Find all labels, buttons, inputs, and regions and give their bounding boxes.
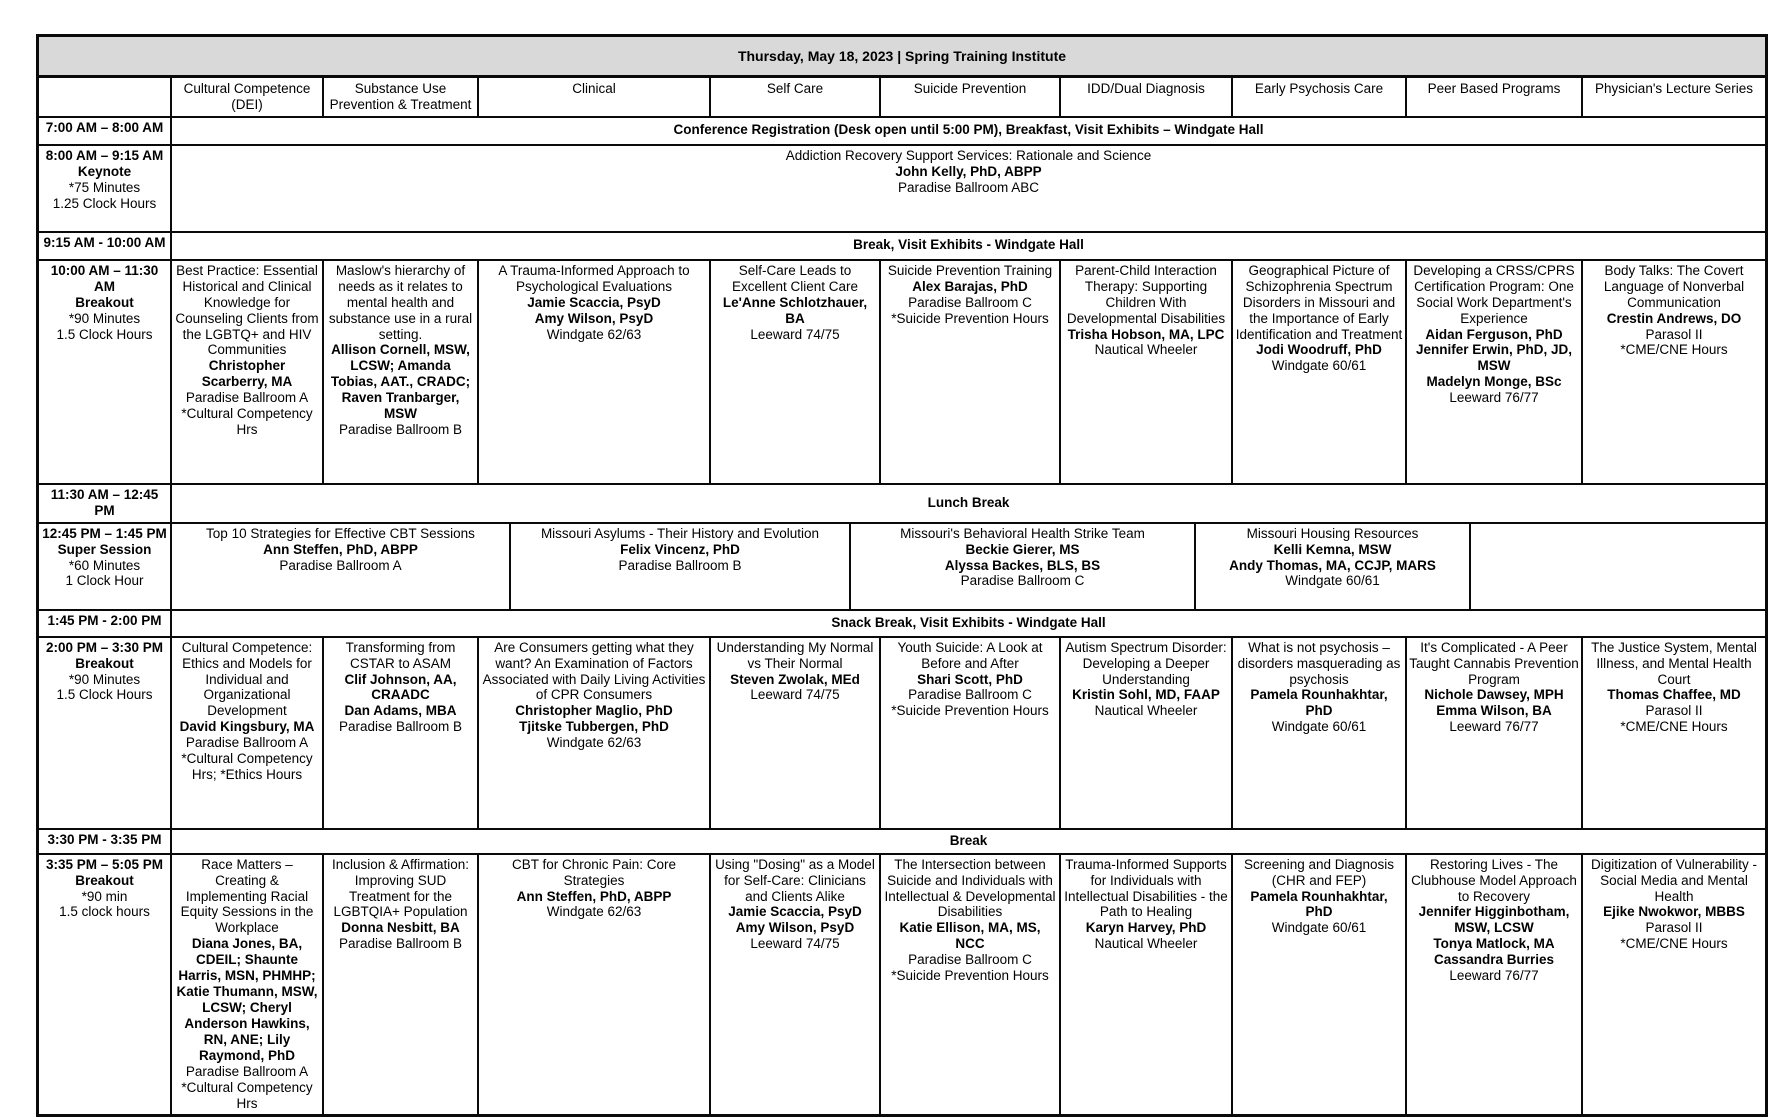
banner-cell bbox=[170, 146, 1765, 231]
banner-cell bbox=[170, 233, 1765, 259]
presenter: Trisha Hobson, MA, LPC bbox=[1067, 326, 1225, 342]
presenter: Amy Wilson, PsyD bbox=[534, 310, 654, 326]
hours-note: *Suicide Prevention Hours bbox=[891, 968, 1049, 984]
presenter: Crestin Andrews, DO bbox=[1606, 310, 1742, 326]
room: Windgate 62/63 bbox=[546, 326, 642, 342]
room: Parasol II bbox=[1645, 326, 1703, 342]
presenter: Jamie Scaccia, PsyD bbox=[527, 294, 661, 310]
time-range: 11:30 AM – 12:45 PM bbox=[50, 486, 159, 518]
row-duration: *90 Minutes bbox=[68, 671, 141, 687]
session-cell bbox=[477, 261, 709, 483]
session-title: Autism Spectrum Disorder: Developing a Deeper Understanding bbox=[1065, 639, 1227, 687]
session-title: Parent-Child Interaction Therapy: Supporting Children With Developmental Disabilities bbox=[1066, 262, 1226, 326]
session-cell bbox=[322, 855, 477, 1115]
session-cell bbox=[1581, 638, 1765, 828]
session-cell bbox=[879, 638, 1059, 828]
banner-cell bbox=[170, 611, 1765, 636]
presenter: Le'Anne Schlotzhauer, BA bbox=[722, 294, 868, 326]
hours-note: *Suicide Prevention Hours bbox=[891, 703, 1049, 719]
hours-note: *Cultural Competency Hrs; *Ethics Hours bbox=[181, 751, 313, 783]
row-duration: *90 min bbox=[81, 888, 128, 904]
banner-text: Snack Break, Visit Exhibits - Windgate Hall bbox=[831, 614, 1106, 630]
session-title: Best Practice: Essential Historical and Clinical Knowledge for Counseling Clients from the LGBTQ+ and HIV Communities bbox=[175, 262, 319, 358]
session-cell bbox=[170, 638, 322, 828]
session-cell bbox=[709, 261, 879, 483]
session-cell bbox=[879, 261, 1059, 483]
presenter: Madelyn Monge, BSc bbox=[1426, 374, 1562, 390]
room: Paradise Ballroom B bbox=[338, 936, 463, 952]
time-range: 12:45 PM – 1:45 PM bbox=[42, 525, 167, 541]
presenter: Jennifer Higginbotham, MSW, LCSW bbox=[1418, 904, 1570, 936]
time-range: 7:00 AM – 8:00 AM bbox=[45, 119, 164, 135]
row-hours: 1.5 Clock Hours bbox=[56, 326, 153, 342]
presenter: Steven Zwolak, MEd bbox=[730, 671, 860, 687]
column-header: Clinical bbox=[477, 78, 709, 116]
column-header: Peer Based Programs bbox=[1405, 78, 1581, 116]
session-cell bbox=[322, 638, 477, 828]
session-title: Maslow's hierarchy of needs as it relates to mental health and substance use in a rural setting. bbox=[328, 262, 473, 342]
room: Paradise Ballroom A bbox=[279, 557, 402, 573]
room: Paradise Ballroom C bbox=[908, 952, 1032, 968]
row-label: Keynote bbox=[77, 163, 132, 179]
presenter: Kristin Sohl, MD, FAAP bbox=[1072, 687, 1220, 703]
time-cell bbox=[39, 261, 170, 483]
banner-text: Break, Visit Exhibits - Windgate Hall bbox=[853, 237, 1084, 253]
schedule-row bbox=[39, 259, 1765, 483]
session-cell bbox=[1405, 261, 1581, 483]
presenter: Jennifer Erwin, PhD, JD, MSW bbox=[1415, 342, 1573, 374]
time-range: 1:45 PM - 2:00 PM bbox=[47, 612, 162, 628]
presenter: Allison Cornell, MSW, LCSW; Amanda Tobias, AAT., CRADC; Raven Tranbarger, MSW bbox=[330, 342, 471, 422]
hours-note: *Cultural Competency Hrs bbox=[181, 406, 313, 438]
presenter: Kelli Kemna, MSW bbox=[1273, 541, 1392, 557]
session-title: Missouri Housing Resources bbox=[1246, 525, 1419, 541]
session-title: The Intersection between Suicide and Individuals with Intellectual & Developmental Disabilities bbox=[884, 856, 1056, 920]
schedule-row bbox=[39, 144, 1765, 231]
hours-note: *Cultural Competency Hrs bbox=[181, 1079, 313, 1111]
row-hours: 1 Clock Hour bbox=[65, 573, 144, 589]
hours-note: *CME/CNE Hours bbox=[1620, 342, 1728, 358]
row-duration: *75 Minutes bbox=[68, 179, 141, 195]
session-cell bbox=[477, 855, 709, 1115]
presenter: Karyn Harvey, PhD bbox=[1085, 920, 1207, 936]
time-cell bbox=[39, 118, 170, 144]
presenter: Donna Nesbitt, BA bbox=[341, 920, 460, 936]
room: Nautical Wheeler bbox=[1094, 342, 1198, 358]
presenter: David Kingsbury, MA bbox=[179, 719, 315, 735]
session-title: Youth Suicide: A Look at Before and After bbox=[897, 639, 1043, 671]
time-cell bbox=[39, 524, 170, 609]
column-header: Suicide Prevention bbox=[879, 78, 1059, 116]
session-cell bbox=[1231, 261, 1405, 483]
presenter: Nichole Dawsey, MPH bbox=[1424, 687, 1564, 703]
session-title: Top 10 Strategies for Effective CBT Sessions bbox=[206, 525, 475, 541]
room: Paradise Ballroom C bbox=[960, 573, 1085, 589]
row-hours: 1.25 Clock Hours bbox=[52, 195, 157, 211]
session-title: Digitization of Vulnerability - Social Media and Mental Health bbox=[1590, 856, 1758, 904]
column-header: IDD/Dual Diagnosis bbox=[1059, 78, 1231, 116]
room: Leeward 74/75 bbox=[750, 326, 840, 342]
session-title: CBT for Chronic Pain: Core Strategies bbox=[511, 856, 677, 888]
presenter: Tonya Matlock, MA bbox=[1433, 936, 1555, 952]
room: Windgate 60/61 bbox=[1285, 573, 1380, 589]
session-title: Suicide Prevention Training bbox=[887, 262, 1053, 278]
presenter: Cassandra Burries bbox=[1433, 952, 1555, 968]
session-cell bbox=[477, 638, 709, 828]
presenter: Felix Vincenz, PhD bbox=[620, 541, 740, 557]
schedule-row bbox=[39, 636, 1765, 828]
room: Paradise Ballroom C bbox=[908, 294, 1032, 310]
session-cell bbox=[1059, 638, 1231, 828]
hours-note: *Suicide Prevention Hours bbox=[891, 310, 1049, 326]
session-title: Inclusion & Affirmation: Improving SUD Treatment for the LGBTQIA+ Population bbox=[331, 856, 470, 920]
column-header: Cultural Competence (DEI) bbox=[170, 78, 322, 116]
schedule-row bbox=[39, 853, 1765, 1115]
presenter: Beckie Gierer, MS bbox=[965, 541, 1080, 557]
session-cell bbox=[1581, 261, 1765, 483]
row-duration: *60 Minutes bbox=[68, 557, 141, 573]
presenter: John Kelly, PhD, ABPP bbox=[895, 163, 1042, 179]
session-title: Trauma-Informed Supports for Individuals with Intellectual Disabilities - the Path to Healing bbox=[1064, 856, 1228, 920]
session-cell bbox=[170, 261, 322, 483]
time-cell bbox=[39, 638, 170, 828]
presenter: Ann Steffen, PhD, ABPP bbox=[516, 888, 672, 904]
schedule-row bbox=[39, 116, 1765, 144]
room: Parasol II bbox=[1645, 920, 1703, 936]
session-title: Are Consumers getting what they want? An Examination of Factors Associated with Daily Living Activities of CPR Consumers bbox=[482, 639, 706, 703]
session-cell bbox=[879, 855, 1059, 1115]
row-label: Breakout bbox=[75, 655, 134, 671]
presenter: Jodi Woodruff, PhD bbox=[1256, 342, 1382, 358]
presenter: Ann Steffen, PhD, ABPP bbox=[263, 541, 418, 557]
presenter: Pamela Rounhakhtar, PhD bbox=[1250, 687, 1388, 719]
presenter: Jamie Scaccia, PsyD bbox=[728, 904, 862, 920]
room: Leeward 76/77 bbox=[1449, 968, 1539, 984]
session-title: Using "Dosing" as a Model for Self-Care: Clinicians and Clients Alike bbox=[715, 856, 875, 904]
session-title: Geographical Picture of Schizophrenia Spectrum Disorders in Missouri and the Importance of Early Identification and Treatment bbox=[1235, 262, 1403, 342]
presenter: Christopher Maglio, PhD bbox=[515, 703, 673, 719]
time-cell bbox=[39, 855, 170, 1115]
session-title: Transforming from CSTAR to ASAM bbox=[345, 639, 456, 671]
session-cell bbox=[1231, 638, 1405, 828]
schedule-row bbox=[39, 609, 1765, 636]
session-cell bbox=[1059, 855, 1231, 1115]
session-cell bbox=[1405, 855, 1581, 1115]
time-cell bbox=[39, 146, 170, 231]
time-range: 8:00 AM – 9:15 AM bbox=[45, 147, 164, 163]
room: Paradise Ballroom A bbox=[185, 735, 309, 751]
session-title: Cultural Competence: Ethics and Models for Individual and Organizational Development bbox=[181, 639, 313, 719]
session-cell bbox=[322, 261, 477, 483]
column-header: Physician's Lecture Series bbox=[1581, 78, 1765, 116]
column-header: Substance Use Prevention & Treatment bbox=[322, 78, 477, 116]
banner-cell bbox=[170, 830, 1765, 853]
schedule-row bbox=[39, 828, 1765, 853]
banner-cell bbox=[170, 118, 1765, 144]
session-cell bbox=[1231, 855, 1405, 1115]
room: Paradise Ballroom B bbox=[618, 557, 742, 573]
room: Paradise Ballroom B bbox=[338, 719, 463, 735]
banner-text: Lunch Break bbox=[927, 494, 1010, 510]
room: Nautical Wheeler bbox=[1094, 936, 1198, 952]
row-label: Super Session bbox=[57, 541, 152, 557]
room: Paradise Ballroom C bbox=[908, 687, 1032, 703]
session-cell bbox=[509, 524, 849, 609]
presenter: Alyssa Backes, BLS, BS bbox=[944, 557, 1101, 573]
time-cell bbox=[39, 611, 170, 636]
banner-text: Break bbox=[949, 832, 988, 848]
session-title: A Trauma-Informed Approach to Psychological Evaluations bbox=[498, 262, 690, 294]
room: Windgate 62/63 bbox=[546, 904, 642, 920]
room: Windgate 60/61 bbox=[1271, 719, 1367, 735]
presenter: Ejike Nwokwor, MBBS bbox=[1603, 904, 1745, 920]
room: Windgate 60/61 bbox=[1271, 358, 1367, 374]
presenter: Emma Wilson, BA bbox=[1436, 703, 1552, 719]
session-title: It's Complicated - A Peer Taught Cannabis Prevention Program bbox=[1409, 639, 1579, 687]
banner-cell bbox=[170, 485, 1765, 522]
session-cell bbox=[1194, 524, 1469, 609]
room: Paradise Ballroom ABC bbox=[897, 179, 1040, 195]
time-range: 3:30 PM - 3:35 PM bbox=[47, 831, 162, 847]
room: Parasol II bbox=[1645, 703, 1703, 719]
presenter: Shari Scott, PhD bbox=[917, 671, 1023, 687]
hours-note: *CME/CNE Hours bbox=[1620, 936, 1728, 952]
session-title: Self-Care Leads to Excellent Client Care bbox=[731, 262, 859, 294]
session-title: The Justice System, Mental Illness, and Mental Health Court bbox=[1591, 639, 1757, 687]
session-cell bbox=[170, 524, 509, 609]
room: Leeward 76/77 bbox=[1449, 390, 1539, 406]
session-title: Missouri's Behavioral Health Strike Team bbox=[900, 525, 1145, 541]
presenter: Pamela Rounhakhtar, PhD bbox=[1250, 888, 1388, 920]
session-title: Developing a CRSS/CPRS Certification Program: One Social Work Department's Experience bbox=[1413, 262, 1575, 326]
row-hours: 1.5 Clock Hours bbox=[56, 687, 153, 703]
row-label: Breakout bbox=[75, 294, 134, 310]
time-cell bbox=[39, 233, 170, 259]
time-range: 2:00 PM – 3:30 PM bbox=[45, 639, 164, 655]
column-header: Self Care bbox=[709, 78, 879, 116]
time-range: 10:00 AM – 11:30 AM bbox=[50, 262, 159, 294]
room: Windgate 60/61 bbox=[1271, 920, 1367, 936]
session-title: Restoring Lives - The Clubhouse Model Approach to Recovery bbox=[1411, 856, 1577, 904]
session-title: Screening and Diagnosis (CHR and FEP) bbox=[1243, 856, 1395, 888]
session-cell bbox=[709, 855, 879, 1115]
session-cell bbox=[1581, 855, 1765, 1115]
room: Leeward 74/75 bbox=[750, 687, 840, 703]
presenter: Andy Thomas, MA, CCJP, MARS bbox=[1229, 557, 1436, 573]
presenter: Dan Adams, MBA bbox=[344, 703, 457, 719]
room: Leeward 74/75 bbox=[750, 936, 840, 952]
time-range: 3:35 PM – 5:05 PM bbox=[45, 856, 164, 872]
session-cell bbox=[1059, 261, 1231, 483]
presenter: Diana Jones, BA, CDEIL; Shaunte Harris, MSN, PHMHP; Katie Thumann, MSW, LCSW; Cheryl Anderson Hawkins, RN, ANE; Lily Raymond, PhD bbox=[176, 936, 318, 1063]
session-title: Understanding My Normal vs Their Normal bbox=[716, 639, 874, 671]
row-duration: *90 Minutes bbox=[68, 310, 141, 326]
row-hours: 1.5 clock hours bbox=[59, 904, 150, 920]
presenter: Amy Wilson, PsyD bbox=[735, 920, 855, 936]
presenter: Aidan Ferguson, PhD bbox=[1425, 326, 1563, 342]
presenter: Christopher Scarberry, MA bbox=[201, 358, 293, 390]
hours-note: *CME/CNE Hours bbox=[1620, 719, 1728, 735]
presenter: Katie Ellison, MA, MS, NCC bbox=[899, 920, 1041, 952]
schedule-row bbox=[39, 231, 1765, 259]
session-cell bbox=[1405, 638, 1581, 828]
banner-text: Conference Registration (Desk open until 5:00 PM), Breakfast, Visit Exhibits – Windgate Hall bbox=[673, 122, 1264, 138]
presenter: Tjitske Tubbergen, PhD bbox=[519, 719, 669, 735]
session-cell bbox=[849, 524, 1194, 609]
presenter: Clif Johnson, AA, CRAADC bbox=[344, 671, 457, 703]
room: Windgate 62/63 bbox=[546, 735, 642, 751]
schedule-row bbox=[39, 522, 1765, 609]
empty-cell bbox=[1469, 524, 1765, 609]
room: Paradise Ballroom A bbox=[185, 1063, 309, 1079]
time-cell bbox=[39, 830, 170, 853]
presenter: Thomas Chaffee, MD bbox=[1607, 687, 1741, 703]
page-title: Thursday, May 18, 2023 | Spring Training Institute bbox=[39, 37, 1765, 78]
time-range: 9:15 AM - 10:00 AM bbox=[43, 234, 166, 250]
presenter: Alex Barajas, PhD bbox=[912, 278, 1028, 294]
session-title: Addiction Recovery Support Services: Rationale and Science bbox=[785, 147, 1152, 163]
session-title: Missouri Asylums - Their History and Evolution bbox=[540, 525, 820, 541]
room: Paradise Ballroom B bbox=[338, 422, 463, 438]
room: Nautical Wheeler bbox=[1094, 703, 1198, 719]
column-header-row bbox=[39, 78, 1765, 116]
row-label: Breakout bbox=[75, 872, 134, 888]
session-cell bbox=[709, 638, 879, 828]
schedule-row bbox=[39, 483, 1765, 522]
column-header: Early Psychosis Care bbox=[1231, 78, 1405, 116]
session-title: What is not psychosis – disorders masquerading as psychosis bbox=[1237, 639, 1401, 687]
room: Paradise Ballroom A bbox=[185, 390, 309, 406]
session-title: Race Matters – Creating & Implementing Racial Equity Sessions in the Workplace bbox=[180, 856, 314, 936]
time-cell bbox=[39, 485, 170, 522]
session-cell bbox=[170, 855, 322, 1115]
session-title: Body Talks: The Covert Language of Nonverbal Communication bbox=[1603, 262, 1745, 310]
time-column-header bbox=[39, 78, 170, 116]
schedule-table bbox=[36, 34, 1768, 1117]
room: Leeward 76/77 bbox=[1449, 719, 1539, 735]
